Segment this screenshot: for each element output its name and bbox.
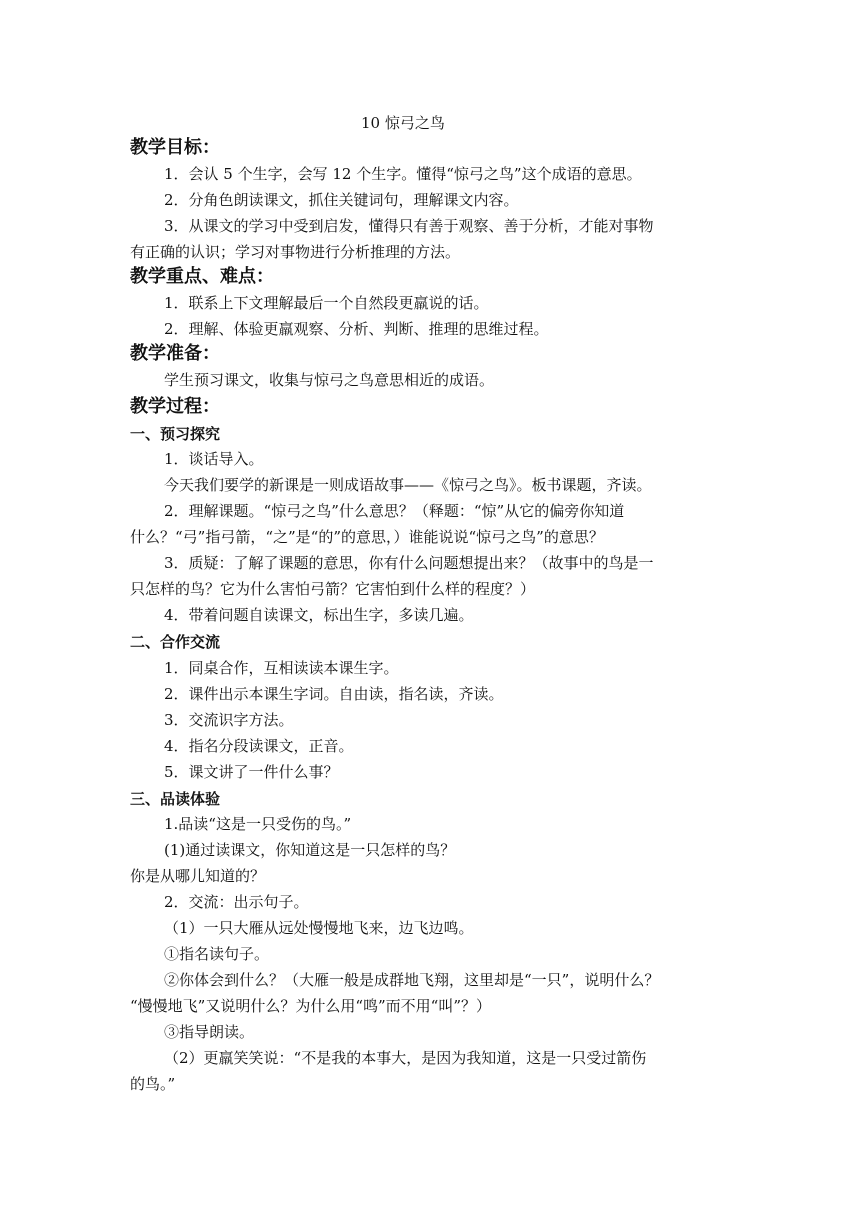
preparation-item: 学生预习课文，收集与惊弓之鸟意思相近的成语。 xyxy=(164,371,495,389)
section-line: 3．交流识字方法。 xyxy=(164,711,294,729)
section-line: 1．谈话导入。 xyxy=(164,450,264,468)
objective-item: 3．从课文的学习中受到启发，懂得只有善于观察、善于分析，才能对事物 xyxy=(164,217,654,235)
section-line: 4．带着问题自读课文，标出生字，多读几遍。 xyxy=(164,606,474,624)
section-line: （1）一只大雁从远处慢慢地飞来，边飞边鸣。 xyxy=(164,919,474,937)
section-line: ①指名读句子。 xyxy=(164,945,270,963)
objective-item: 2．分角色朗读课文，抓住关键词句，理解课文内容。 xyxy=(164,191,519,209)
section-heading: 三、品读体验 xyxy=(130,790,221,808)
objectives-heading: 教学目标： xyxy=(130,137,220,158)
section-line: 今天我们要学的新课是一则成语故事——《惊弓之鸟》。板书课题，齐读。 xyxy=(164,476,652,494)
section-line: 只怎样的鸟？它为什么害怕弓箭？它害怕到什么样的程度？） xyxy=(130,580,536,598)
section-line: 2．交流：出示句子。 xyxy=(164,893,309,911)
preparation-heading: 教学准备： xyxy=(130,343,220,364)
section-line: 1．同桌合作，互相读读本课生字。 xyxy=(164,659,399,677)
section-heading: 二、合作交流 xyxy=(130,633,221,651)
section-line: (1)通过读课文，你知道这是一只怎样的鸟？ xyxy=(164,841,456,859)
section-line: （2）更羸笑笑说：“不是我的本事大，是因为我知道，这是一只受过箭伤 xyxy=(164,1049,647,1067)
lesson-title: 10 惊弓之鸟 xyxy=(361,114,445,132)
section-line: “慢慢地飞”又说明什么？为什么用“鸣”而不用“叫”？） xyxy=(130,997,492,1015)
section-line: 2．理解课题。“惊弓之鸟”什么意思？（释题：“惊”从它的偏旁你知道 xyxy=(164,502,625,520)
section-line: 什么？“弓”指弓箭，“之”是“的”的意思，）谁能说说“惊弓之鸟”的意思？ xyxy=(130,528,604,546)
section-line: 你是从哪儿知道的？ xyxy=(130,867,266,885)
section-line: 2．课件出示本课生字词。自由读，指名读，齐读。 xyxy=(164,685,504,703)
key-points-heading: 教学重点、难点： xyxy=(130,266,274,287)
section-line: ③指导朗读。 xyxy=(164,1023,255,1041)
section-line: 4．指名分段读课文，正音。 xyxy=(164,737,354,755)
section-line: 的鸟。” xyxy=(130,1075,176,1093)
objective-item: 1．会认 5 个生字，会写 12 个生字。懂得“惊弓之鸟”这个成语的意思。 xyxy=(164,165,642,183)
section-line: 1.品读“这是一只受伤的鸟。” xyxy=(164,815,352,833)
objective-item-continued: 有正确的认识；学习对事物进行分析推理的方法。 xyxy=(130,243,461,261)
key-point-item: 2．理解、体验更羸观察、分析、判断、推理的思维过程。 xyxy=(164,320,549,338)
key-point-item: 1．联系上下文理解最后一个自然段更羸说的话。 xyxy=(164,294,489,312)
section-heading: 一、预习探究 xyxy=(130,425,221,443)
section-line: 5．课文讲了一件什么事？ xyxy=(164,763,339,781)
section-line: ②你体会到什么？（大雁一般是成群地飞翔，这里却是“一只”，说明什么？ xyxy=(164,971,660,989)
section-line: 3．质疑：了解了课题的意思，你有什么问题想提出来？（故事中的鸟是一 xyxy=(164,554,654,572)
process-heading: 教学过程： xyxy=(130,396,220,417)
